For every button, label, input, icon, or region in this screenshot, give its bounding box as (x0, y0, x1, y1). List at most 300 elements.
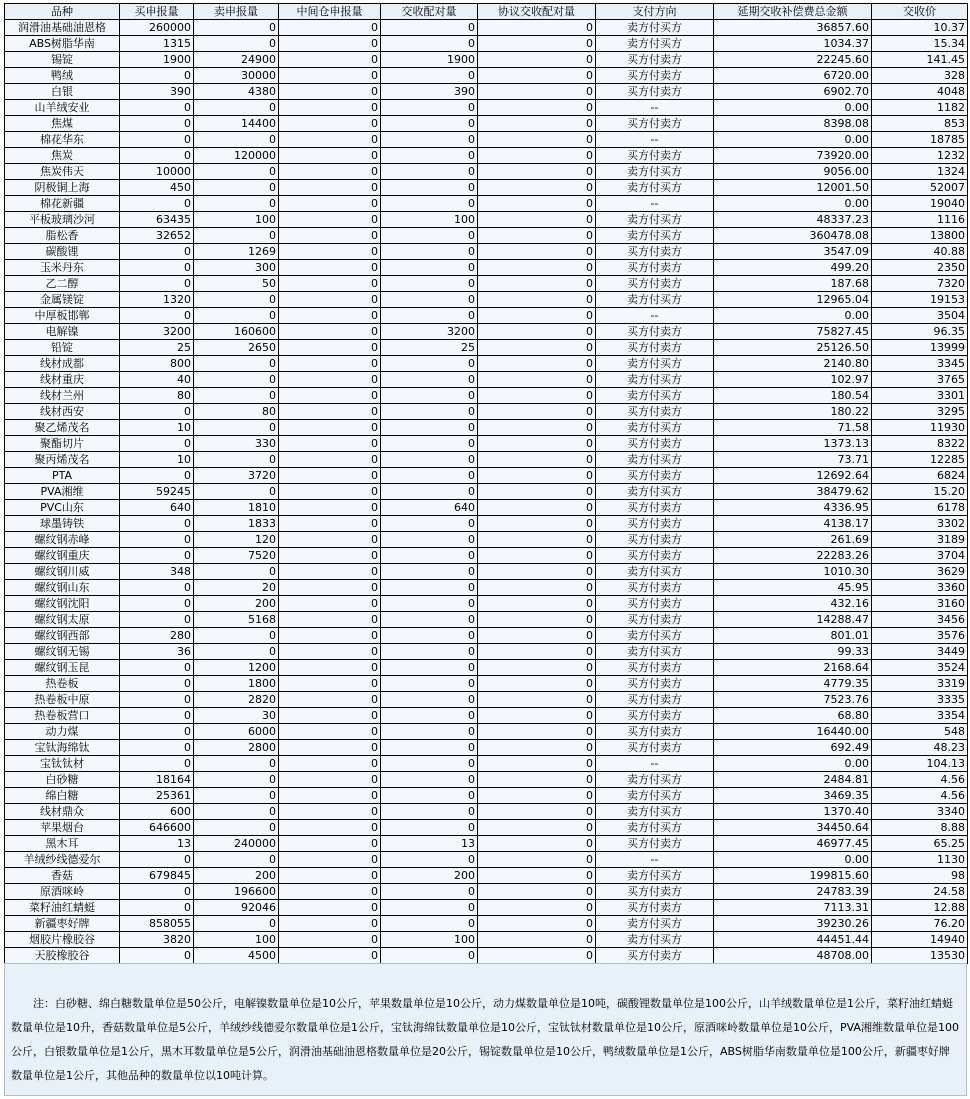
cell-middle-warehouse-qty: 0 (279, 132, 381, 148)
cell-sell-qty: 0 (194, 628, 279, 644)
cell-variety: 焦炭 (5, 148, 120, 164)
cell-delivery-price: 40.88 (872, 244, 968, 260)
cell-variety: 电解镍 (5, 324, 120, 340)
table-row (5, 196, 968, 212)
cell-compensation-total: 16440.00 (714, 724, 872, 740)
cell-compensation-total: 0.00 (714, 852, 872, 868)
cell-agreement-matched-qty: 0 (478, 116, 596, 132)
cell-matched-qty: 0 (381, 372, 478, 388)
cell-matched-qty: 0 (381, 660, 478, 676)
cell-sell-qty: 0 (194, 36, 279, 52)
cell-buy-qty: 3200 (120, 324, 194, 340)
cell-sell-qty: 92046 (194, 900, 279, 916)
col-header-variety: 品种 (5, 4, 120, 20)
cell-sell-qty: 0 (194, 788, 279, 804)
cell-buy-qty: 390 (120, 84, 194, 100)
cell-payment-direction: 卖方付买方 (596, 388, 714, 404)
table-row (5, 564, 968, 580)
table-row (5, 836, 968, 852)
cell-payment-direction: 买方付卖方 (596, 84, 714, 100)
cell-buy-qty: 25 (120, 340, 194, 356)
cell-agreement-matched-qty: 0 (478, 228, 596, 244)
cell-delivery-price: 24.58 (872, 884, 968, 900)
cell-matched-qty: 0 (381, 68, 478, 84)
cell-agreement-matched-qty: 0 (478, 420, 596, 436)
cell-variety: 白砂糖 (5, 772, 120, 788)
cell-matched-qty: 0 (381, 228, 478, 244)
cell-buy-qty: 0 (120, 116, 194, 132)
cell-delivery-price: 19153 (872, 292, 968, 308)
cell-variety: 螺纹钢西部 (5, 628, 120, 644)
cell-payment-direction: 买方付卖方 (596, 740, 714, 756)
cell-middle-warehouse-qty: 0 (279, 20, 381, 36)
cell-variety: 鸭绒 (5, 68, 120, 84)
table-row (5, 692, 968, 708)
cell-delivery-price: 8.88 (872, 820, 968, 836)
cell-payment-direction: 买方付卖方 (596, 68, 714, 84)
cell-middle-warehouse-qty: 0 (279, 852, 381, 868)
cell-middle-warehouse-qty: 0 (279, 516, 381, 532)
cell-matched-qty: 0 (381, 756, 478, 772)
cell-middle-warehouse-qty: 0 (279, 916, 381, 932)
cell-buy-qty: 80 (120, 388, 194, 404)
cell-matched-qty: 100 (381, 212, 478, 228)
cell-payment-direction: 卖方付买方 (596, 20, 714, 36)
cell-middle-warehouse-qty: 0 (279, 436, 381, 452)
cell-agreement-matched-qty: 0 (478, 20, 596, 36)
cell-buy-qty: 13 (120, 836, 194, 852)
cell-variety: 平板玻璃沙河 (5, 212, 120, 228)
cell-sell-qty: 30000 (194, 68, 279, 84)
cell-buy-qty: 0 (120, 132, 194, 148)
table-row (5, 228, 968, 244)
cell-middle-warehouse-qty: 0 (279, 548, 381, 564)
cell-matched-qty: 0 (381, 612, 478, 628)
cell-agreement-matched-qty: 0 (478, 308, 596, 324)
cell-delivery-price: 3189 (872, 532, 968, 548)
cell-middle-warehouse-qty: 0 (279, 884, 381, 900)
cell-sell-qty: 0 (194, 420, 279, 436)
cell-payment-direction: 卖方付买方 (596, 356, 714, 372)
cell-buy-qty: 0 (120, 196, 194, 212)
cell-variety: 线材成都 (5, 356, 120, 372)
cell-matched-qty: 100 (381, 932, 478, 948)
cell-buy-qty: 0 (120, 884, 194, 900)
col-header-payment-direction: 支付方向 (596, 4, 714, 20)
cell-sell-qty: 24900 (194, 52, 279, 68)
cell-middle-warehouse-qty: 0 (279, 532, 381, 548)
table-row (5, 660, 968, 676)
cell-payment-direction: 卖方付买方 (596, 372, 714, 388)
table-row (5, 788, 968, 804)
cell-agreement-matched-qty: 0 (478, 660, 596, 676)
cell-delivery-price: 1324 (872, 164, 968, 180)
cell-agreement-matched-qty: 0 (478, 52, 596, 68)
cell-sell-qty: 0 (194, 132, 279, 148)
cell-buy-qty: 0 (120, 580, 194, 596)
cell-delivery-price: 4.56 (872, 772, 968, 788)
table-row (5, 724, 968, 740)
cell-compensation-total: 0.00 (714, 308, 872, 324)
cell-payment-direction: 卖方付买方 (596, 916, 714, 932)
cell-sell-qty: 1833 (194, 516, 279, 532)
table-row (5, 820, 968, 836)
table-row (5, 596, 968, 612)
delivery-table (4, 3, 968, 964)
cell-variety: 脂松香 (5, 228, 120, 244)
cell-sell-qty: 0 (194, 804, 279, 820)
cell-agreement-matched-qty: 0 (478, 548, 596, 564)
cell-compensation-total: 2168.64 (714, 660, 872, 676)
table-row (5, 500, 968, 516)
cell-matched-qty: 13 (381, 836, 478, 852)
cell-buy-qty: 0 (120, 244, 194, 260)
cell-agreement-matched-qty: 0 (478, 100, 596, 116)
cell-sell-qty: 4500 (194, 948, 279, 964)
cell-payment-direction: 卖方付买方 (596, 484, 714, 500)
cell-payment-direction: 卖方付买方 (596, 564, 714, 580)
cell-delivery-price: 3345 (872, 356, 968, 372)
cell-buy-qty: 0 (120, 436, 194, 452)
cell-payment-direction: 买方付卖方 (596, 244, 714, 260)
cell-variety: 锡锭 (5, 52, 120, 68)
table-row (5, 948, 968, 964)
cell-middle-warehouse-qty: 0 (279, 196, 381, 212)
cell-compensation-total: 1370.40 (714, 804, 872, 820)
cell-delivery-price: 141.45 (872, 52, 968, 68)
cell-compensation-total: 75827.45 (714, 324, 872, 340)
cell-middle-warehouse-qty: 0 (279, 724, 381, 740)
cell-agreement-matched-qty: 0 (478, 500, 596, 516)
cell-agreement-matched-qty: 0 (478, 164, 596, 180)
cell-sell-qty: 300 (194, 260, 279, 276)
cell-matched-qty: 0 (381, 132, 478, 148)
cell-compensation-total: 39230.26 (714, 916, 872, 932)
cell-variety: 螺纹钢无锡 (5, 644, 120, 660)
table-row (5, 484, 968, 500)
cell-delivery-price: 15.34 (872, 36, 968, 52)
cell-matched-qty: 0 (381, 484, 478, 500)
cell-delivery-price: 4.56 (872, 788, 968, 804)
cell-variety: 热卷板 (5, 676, 120, 692)
table-row (5, 436, 968, 452)
cell-middle-warehouse-qty: 0 (279, 100, 381, 116)
cell-variety: PTA (5, 468, 120, 484)
cell-delivery-price: 1130 (872, 852, 968, 868)
cell-middle-warehouse-qty: 0 (279, 564, 381, 580)
cell-middle-warehouse-qty: 0 (279, 68, 381, 84)
cell-delivery-price: 328 (872, 68, 968, 84)
col-header-delivery-price: 交收价 (872, 4, 968, 20)
cell-compensation-total: 24783.39 (714, 884, 872, 900)
cell-sell-qty: 160600 (194, 324, 279, 340)
cell-delivery-price: 3629 (872, 564, 968, 580)
cell-delivery-price: 11930 (872, 420, 968, 436)
cell-matched-qty: 0 (381, 692, 478, 708)
table-row (5, 916, 968, 932)
cell-variety: 绵白糖 (5, 788, 120, 804)
cell-payment-direction: 买方付卖方 (596, 612, 714, 628)
cell-buy-qty: 18164 (120, 772, 194, 788)
cell-middle-warehouse-qty: 0 (279, 84, 381, 100)
cell-delivery-price: 3335 (872, 692, 968, 708)
cell-middle-warehouse-qty: 0 (279, 836, 381, 852)
cell-variety: 螺纹钢川威 (5, 564, 120, 580)
table-row (5, 612, 968, 628)
cell-matched-qty: 0 (381, 788, 478, 804)
cell-sell-qty: 0 (194, 228, 279, 244)
cell-payment-direction: -- (596, 132, 714, 148)
cell-middle-warehouse-qty: 0 (279, 628, 381, 644)
cell-delivery-price: 13530 (872, 948, 968, 964)
cell-sell-qty: 0 (194, 452, 279, 468)
cell-variety: 黑木耳 (5, 836, 120, 852)
cell-sell-qty: 80 (194, 404, 279, 420)
cell-matched-qty: 0 (381, 356, 478, 372)
cell-middle-warehouse-qty: 0 (279, 468, 381, 484)
cell-delivery-price: 3319 (872, 676, 968, 692)
cell-compensation-total: 180.22 (714, 404, 872, 420)
cell-payment-direction: -- (596, 852, 714, 868)
cell-agreement-matched-qty: 0 (478, 484, 596, 500)
cell-middle-warehouse-qty: 0 (279, 452, 381, 468)
cell-sell-qty: 1810 (194, 500, 279, 516)
cell-agreement-matched-qty: 0 (478, 148, 596, 164)
cell-matched-qty: 0 (381, 852, 478, 868)
cell-compensation-total: 12965.04 (714, 292, 872, 308)
cell-variety: 焦煤 (5, 116, 120, 132)
cell-compensation-total: 0.00 (714, 100, 872, 116)
cell-payment-direction: 卖方付买方 (596, 868, 714, 884)
cell-variety: 香菇 (5, 868, 120, 884)
cell-payment-direction: 买方付卖方 (596, 660, 714, 676)
cell-matched-qty: 0 (381, 532, 478, 548)
cell-sell-qty: 0 (194, 164, 279, 180)
cell-matched-qty: 0 (381, 196, 478, 212)
cell-middle-warehouse-qty: 0 (279, 868, 381, 884)
cell-variety: 热卷板营口 (5, 708, 120, 724)
cell-matched-qty: 0 (381, 740, 478, 756)
cell-matched-qty: 0 (381, 708, 478, 724)
cell-variety: 天胶橡胶谷 (5, 948, 120, 964)
cell-agreement-matched-qty: 0 (478, 724, 596, 740)
cell-payment-direction: 买方付卖方 (596, 884, 714, 900)
cell-middle-warehouse-qty: 0 (279, 148, 381, 164)
cell-compensation-total: 6720.00 (714, 68, 872, 84)
cell-agreement-matched-qty: 0 (478, 324, 596, 340)
cell-buy-qty: 0 (120, 516, 194, 532)
cell-delivery-price: 3340 (872, 804, 968, 820)
cell-compensation-total: 499.20 (714, 260, 872, 276)
cell-sell-qty: 100 (194, 932, 279, 948)
cell-delivery-price: 14940 (872, 932, 968, 948)
table-row (5, 388, 968, 404)
cell-agreement-matched-qty: 0 (478, 276, 596, 292)
cell-variety: 羊绒纱线德爱尔 (5, 852, 120, 868)
cell-agreement-matched-qty: 0 (478, 932, 596, 948)
cell-sell-qty: 0 (194, 484, 279, 500)
cell-sell-qty: 0 (194, 388, 279, 404)
cell-delivery-price: 48.23 (872, 740, 968, 756)
cell-agreement-matched-qty: 0 (478, 68, 596, 84)
cell-buy-qty: 0 (120, 724, 194, 740)
cell-middle-warehouse-qty: 0 (279, 948, 381, 964)
cell-payment-direction: 买方付卖方 (596, 580, 714, 596)
cell-compensation-total: 46977.45 (714, 836, 872, 852)
cell-matched-qty: 0 (381, 36, 478, 52)
cell-compensation-total: 14288.47 (714, 612, 872, 628)
cell-compensation-total: 2140.80 (714, 356, 872, 372)
cell-variety: 螺纹钢重庆 (5, 548, 120, 564)
cell-matched-qty: 0 (381, 580, 478, 596)
cell-matched-qty: 0 (381, 180, 478, 196)
cell-payment-direction: 买方付卖方 (596, 532, 714, 548)
cell-matched-qty: 0 (381, 724, 478, 740)
cell-matched-qty: 0 (381, 468, 478, 484)
cell-delivery-price: 19040 (872, 196, 968, 212)
cell-payment-direction: -- (596, 756, 714, 772)
table-row (5, 868, 968, 884)
cell-middle-warehouse-qty: 0 (279, 180, 381, 196)
cell-payment-direction: 买方付卖方 (596, 676, 714, 692)
cell-matched-qty: 0 (381, 388, 478, 404)
cell-compensation-total: 360478.08 (714, 228, 872, 244)
cell-buy-qty: 32652 (120, 228, 194, 244)
cell-compensation-total: 22283.26 (714, 548, 872, 564)
cell-agreement-matched-qty: 0 (478, 260, 596, 276)
cell-payment-direction: 买方付卖方 (596, 516, 714, 532)
cell-compensation-total: 48708.00 (714, 948, 872, 964)
cell-compensation-total: 432.16 (714, 596, 872, 612)
cell-buy-qty: 25361 (120, 788, 194, 804)
cell-middle-warehouse-qty: 0 (279, 324, 381, 340)
cell-delivery-price: 76.20 (872, 916, 968, 932)
cell-agreement-matched-qty: 0 (478, 772, 596, 788)
cell-variety: 棉花华东 (5, 132, 120, 148)
cell-sell-qty: 20 (194, 580, 279, 596)
table-row (5, 468, 968, 484)
cell-buy-qty: 59245 (120, 484, 194, 500)
cell-variety: 乙二醇 (5, 276, 120, 292)
cell-middle-warehouse-qty: 0 (279, 340, 381, 356)
cell-buy-qty: 800 (120, 356, 194, 372)
table-row (5, 404, 968, 420)
cell-sell-qty: 4380 (194, 84, 279, 100)
cell-agreement-matched-qty: 0 (478, 404, 596, 420)
cell-sell-qty: 1800 (194, 676, 279, 692)
cell-middle-warehouse-qty: 0 (279, 228, 381, 244)
cell-sell-qty: 1269 (194, 244, 279, 260)
table-row (5, 36, 968, 52)
cell-buy-qty: 1315 (120, 36, 194, 52)
cell-buy-qty: 3820 (120, 932, 194, 948)
cell-buy-qty: 0 (120, 948, 194, 964)
cell-sell-qty: 2800 (194, 740, 279, 756)
cell-variety: 山羊绒安业 (5, 100, 120, 116)
cell-payment-direction: 卖方付买方 (596, 228, 714, 244)
table-row (5, 548, 968, 564)
cell-compensation-total: 199815.60 (714, 868, 872, 884)
cell-buy-qty: 10000 (120, 164, 194, 180)
table-row (5, 756, 968, 772)
cell-payment-direction: 买方付卖方 (596, 276, 714, 292)
table-row (5, 340, 968, 356)
cell-middle-warehouse-qty: 0 (279, 756, 381, 772)
cell-compensation-total: 38479.62 (714, 484, 872, 500)
cell-buy-qty: 0 (120, 100, 194, 116)
cell-variety: 金属镁锭 (5, 292, 120, 308)
col-header-middle-warehouse-qty: 中间仓申报量 (279, 4, 381, 20)
cell-middle-warehouse-qty: 0 (279, 644, 381, 660)
cell-payment-direction: 买方付卖方 (596, 500, 714, 516)
cell-variety: PVC山东 (5, 500, 120, 516)
cell-payment-direction: 卖方付买方 (596, 36, 714, 52)
cell-delivery-price: 2350 (872, 260, 968, 276)
cell-compensation-total: 73.71 (714, 452, 872, 468)
cell-sell-qty: 0 (194, 916, 279, 932)
cell-compensation-total: 3547.09 (714, 244, 872, 260)
cell-variety: 线材西安 (5, 404, 120, 420)
cell-payment-direction: 卖方付买方 (596, 180, 714, 196)
cell-variety: 宝钛钛材 (5, 756, 120, 772)
cell-payment-direction: 买方付卖方 (596, 340, 714, 356)
cell-delivery-price: 3295 (872, 404, 968, 420)
col-header-agreement-matched-qty: 协议交收配对量 (478, 4, 596, 20)
cell-delivery-price: 18785 (872, 132, 968, 148)
cell-matched-qty: 0 (381, 420, 478, 436)
cell-agreement-matched-qty: 0 (478, 372, 596, 388)
cell-compensation-total: 0.00 (714, 756, 872, 772)
cell-agreement-matched-qty: 0 (478, 596, 596, 612)
col-header-matched-qty: 交收配对量 (381, 4, 478, 20)
cell-delivery-price: 3504 (872, 308, 968, 324)
cell-compensation-total: 1010.30 (714, 564, 872, 580)
cell-compensation-total: 73920.00 (714, 148, 872, 164)
cell-payment-direction: 卖方付买方 (596, 644, 714, 660)
cell-buy-qty: 679845 (120, 868, 194, 884)
table-row (5, 580, 968, 596)
cell-middle-warehouse-qty: 0 (279, 692, 381, 708)
cell-buy-qty: 0 (120, 68, 194, 84)
table-row (5, 324, 968, 340)
cell-sell-qty: 0 (194, 564, 279, 580)
cell-agreement-matched-qty: 0 (478, 628, 596, 644)
cell-variety: 烟胶片橡胶谷 (5, 932, 120, 948)
cell-agreement-matched-qty: 0 (478, 212, 596, 228)
cell-agreement-matched-qty: 0 (478, 532, 596, 548)
cell-middle-warehouse-qty: 0 (279, 500, 381, 516)
cell-matched-qty: 0 (381, 884, 478, 900)
cell-matched-qty: 0 (381, 548, 478, 564)
table-row (5, 900, 968, 916)
cell-matched-qty: 0 (381, 436, 478, 452)
cell-middle-warehouse-qty: 0 (279, 244, 381, 260)
cell-buy-qty: 36 (120, 644, 194, 660)
table-row (5, 372, 968, 388)
cell-payment-direction: 买方付卖方 (596, 708, 714, 724)
cell-compensation-total: 102.97 (714, 372, 872, 388)
cell-middle-warehouse-qty: 0 (279, 372, 381, 388)
cell-agreement-matched-qty: 0 (478, 132, 596, 148)
cell-variety: 宝钛海绵钛 (5, 740, 120, 756)
cell-agreement-matched-qty: 0 (478, 804, 596, 820)
cell-sell-qty: 14400 (194, 116, 279, 132)
cell-agreement-matched-qty: 0 (478, 36, 596, 52)
cell-delivery-price: 548 (872, 724, 968, 740)
cell-middle-warehouse-qty: 0 (279, 900, 381, 916)
cell-middle-warehouse-qty: 0 (279, 804, 381, 820)
cell-agreement-matched-qty: 0 (478, 564, 596, 580)
